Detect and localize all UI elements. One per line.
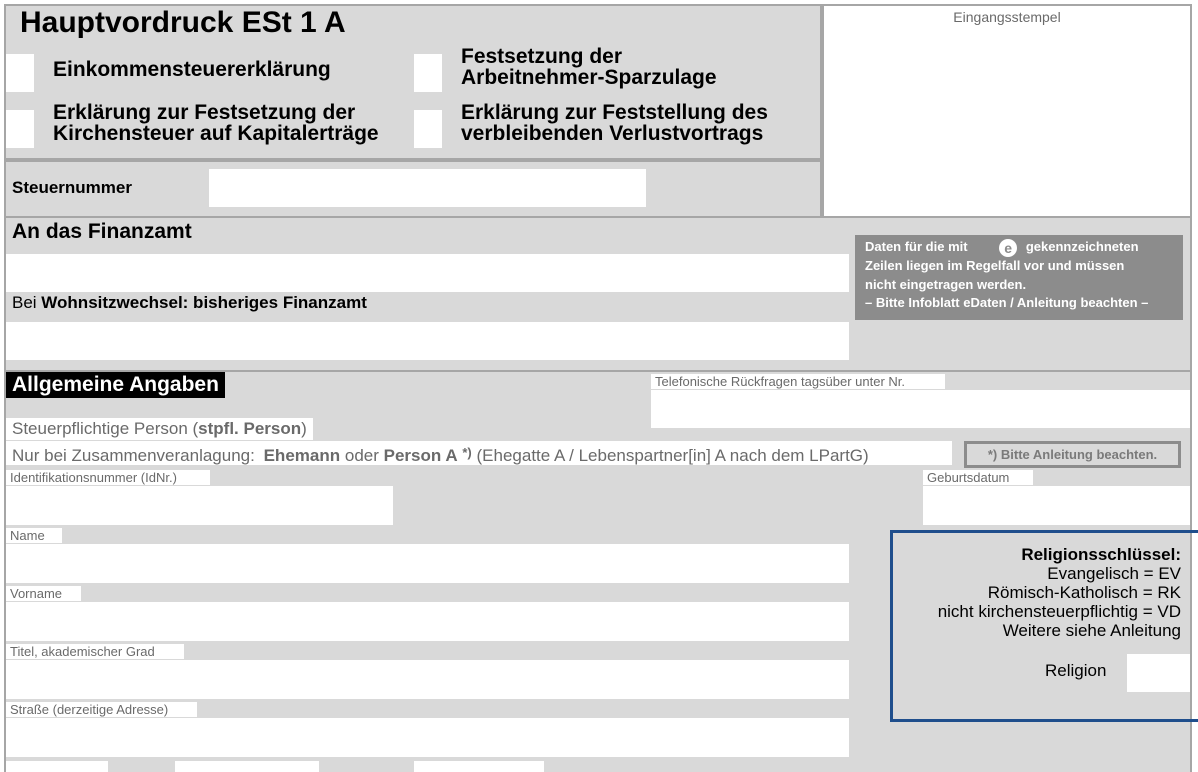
option-label-2-line2: Arbeitnehmer-Sparzulage <box>461 66 717 89</box>
strasse-label: Straße (derzeitige Adresse) <box>6 702 197 717</box>
geburtsdatum-input[interactable] <box>923 486 1190 525</box>
telefon-input[interactable] <box>651 390 1190 428</box>
steuernummer-label: Steuernummer <box>12 178 132 197</box>
checkbox-verlustvortrag[interactable] <box>414 110 442 148</box>
wohnsitzwechsel-prefix: Bei <box>12 293 42 312</box>
steuernummer-input[interactable] <box>209 169 646 207</box>
form-title: Hauptvordruck ESt 1 A <box>20 6 346 39</box>
option-label-1: Einkommensteuererklärung <box>53 58 331 81</box>
strasse-input[interactable] <box>6 718 849 757</box>
hausnummer-label-stub <box>6 761 108 772</box>
option-label-4-line1: Erklärung zur Feststellung des <box>461 101 768 124</box>
edaten-info-line3: nicht eingetragen werden. <box>865 276 1027 292</box>
telefon-label: Telefonische Rückfragen tagsüber unter Nr. <box>651 374 945 389</box>
allgemeine-angaben-title: Allgemeine Angaben <box>6 372 225 398</box>
option-label-4 <box>461 102 768 144</box>
name-input[interactable] <box>6 544 849 583</box>
titel-label: Titel, akademischer Grad <box>6 644 184 659</box>
finanzamt-input[interactable] <box>6 254 849 292</box>
religion-key-line2: Römisch-Katholisch = RK <box>987 583 1181 602</box>
checkbox-kirchensteuer-kapitalertraege[interactable] <box>6 110 34 148</box>
edaten-info-box <box>855 235 1183 320</box>
wohnsitzwechsel-label <box>12 293 367 313</box>
religion-key-line4: Weitere siehe Anleitung <box>1002 621 1181 640</box>
option-label-3 <box>53 102 379 144</box>
option-label-2 <box>461 46 717 88</box>
eingangsstempel-box <box>822 4 1192 218</box>
checkbox-arbeitnehmer-sparzulage[interactable] <box>414 54 442 92</box>
religion-key-line1: Evangelisch = EV <box>1047 564 1181 583</box>
vorname-label: Vorname <box>6 586 81 601</box>
religion-input[interactable] <box>1127 654 1190 692</box>
anleitung-note: *) Bitte Anleitung beachten. <box>964 441 1181 468</box>
finanzamt-title: An das Finanzamt <box>12 220 192 243</box>
stpfl-person-label: Steuerpflichtige Person (stpfl. Person) <box>6 418 313 440</box>
vorname-input[interactable] <box>6 602 849 641</box>
edaten-info-line4: – Bitte Infoblatt eDaten / Anleitung beachten – <box>865 295 1149 310</box>
titel-input[interactable] <box>6 660 849 699</box>
option-label-3-line1: Erklärung zur Festsetzung der <box>53 101 356 124</box>
eingangsstempel-label: Eingangsstempel <box>953 9 1061 25</box>
e-circle-icon: e <box>999 239 1017 257</box>
religion-key-text <box>890 545 1181 640</box>
bisheriges-finanzamt-input[interactable] <box>6 322 849 360</box>
idnr-label: Identifikationsnummer (IdNr.) <box>6 470 210 485</box>
geburtsdatum-label: Geburtsdatum <box>923 470 1033 485</box>
religion-key-title: Religionsschlüssel: <box>1021 545 1181 564</box>
hausnummerzusatz-label-stub <box>175 761 319 772</box>
adressergaenzung-label-stub <box>414 761 544 772</box>
option-label-2-line1: Festsetzung der <box>461 45 623 68</box>
option-label-4-line2: verbleibenden Verlustvortrags <box>461 122 764 145</box>
edaten-info-line1: Daten für die mit e gekennzeichneten <box>865 239 1139 256</box>
wohnsitzwechsel-bold: Wohnsitzwechsel: bisheriges Finanzamt <box>41 293 367 312</box>
checkbox-einkommensteuererklaerung[interactable] <box>6 54 34 92</box>
name-label: Name <box>6 528 62 543</box>
religion-key-line3: nicht kirchensteuerpflichtig = VD <box>937 602 1181 621</box>
option-label-3-line2: Kirchensteuer auf Kapitalerträge <box>53 122 379 145</box>
zusammenveranlagung-label: Nur bei Zusammenveranlagung: Ehemann oder Person A *) (Ehegatte A / Lebenspartner[in] A nach dem LPartG) <box>6 441 952 465</box>
idnr-input[interactable] <box>6 486 393 525</box>
edaten-info-line2: Zeilen liegen im Regelfall vor und müssen <box>865 258 1125 273</box>
religion-label: Religion <box>1045 661 1107 680</box>
